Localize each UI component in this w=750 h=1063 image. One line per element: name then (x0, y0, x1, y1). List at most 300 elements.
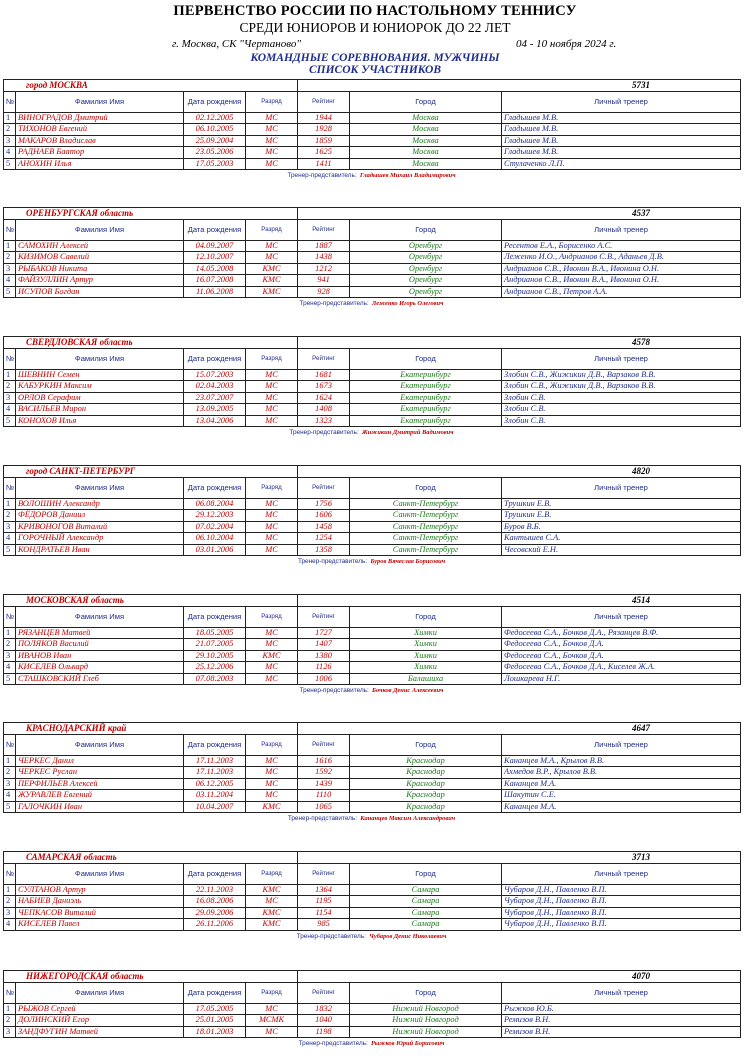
region-name: КРАСНОДАРСКИЙ край (4, 723, 298, 735)
player-name: ЧЕРКЕС Руслан (16, 767, 184, 779)
player-number: 4 (4, 404, 16, 416)
player-name: РЫБАКОВ Никита (16, 263, 184, 275)
col-header-city: Город (350, 219, 502, 240)
region-row (4, 337, 741, 349)
column-header-row (4, 863, 741, 884)
rep-name: Жижикин Дмитрий Вадимович (361, 429, 454, 436)
event-dates: 04 - 10 ноября 2024 г. (516, 38, 617, 50)
player-rating: 1606 (298, 510, 350, 522)
player-coach: Трушкин Е.В. (502, 510, 741, 522)
page-title: ПЕРВЕНСТВО РОССИИ ПО НАСТОЛЬНОМУ ТЕННИСУ (173, 3, 577, 19)
team-points: 4647 (298, 723, 741, 735)
player-rank: КМС (246, 650, 298, 662)
col-header-name: Фамилия Имя (16, 734, 184, 755)
player-number: 2 (4, 1015, 16, 1027)
region-name: город МОСКВА (4, 80, 298, 92)
player-name: КОНОХОВ Илья (16, 415, 184, 427)
team-table (3, 722, 741, 813)
col-header-name: Фамилия Имя (16, 863, 184, 884)
team-representative (3, 556, 740, 567)
player-rank: МС (246, 124, 298, 136)
player-dob: 06.12.2005 (184, 778, 246, 790)
player-number: 3 (4, 1026, 16, 1038)
region-row (4, 80, 741, 92)
player-name: ЧЕРКЕС Данил (16, 755, 184, 767)
team-points: 5731 (298, 80, 741, 92)
player-number: 5 (4, 415, 16, 427)
col-header-coach: Личный тренер (502, 219, 741, 240)
team-table (3, 594, 741, 685)
player-row (4, 639, 741, 651)
rep-name: Бочков Денис Алексеевич (372, 687, 444, 694)
rep-name: Гладышев Михаил Владимирович (359, 172, 456, 179)
team-block (3, 336, 740, 438)
player-coach: Андрианов С.В., Ивонин В.А., Ивонина О.Н. (502, 263, 741, 275)
column-header-row (4, 606, 741, 627)
col-header-rank: Разряд (246, 348, 298, 369)
team-representative (3, 931, 740, 942)
player-rank: МС (246, 533, 298, 545)
player-row (4, 884, 741, 896)
col-header-rank: Разряд (246, 863, 298, 884)
player-number: 1 (4, 1003, 16, 1015)
player-coach: Кантышев С.А. (502, 533, 741, 545)
player-dob: 11.06.2008 (184, 286, 246, 298)
player-rank: МС (246, 135, 298, 147)
region-row (4, 208, 741, 220)
player-number: 1 (4, 498, 16, 510)
region-row (4, 852, 741, 864)
player-name: ЖУРАВЛЕВ Евгений (16, 790, 184, 802)
col-header-num: № (4, 91, 16, 112)
player-city: Самара (350, 907, 502, 919)
player-city: Самара (350, 884, 502, 896)
player-rank: МС (246, 498, 298, 510)
player-city: Химки (350, 627, 502, 639)
player-city: Москва (350, 112, 502, 124)
player-name: ИСУПОВ Богдан (16, 286, 184, 298)
col-header-name: Фамилия Имя (16, 477, 184, 498)
player-number: 4 (4, 790, 16, 802)
player-number: 5 (4, 544, 16, 556)
player-coach: Кананцев М.А. (502, 778, 741, 790)
player-number: 5 (4, 673, 16, 685)
player-coach: Федосеева С.А., Бочков Д.А., Киселев Ж.А. (502, 662, 741, 674)
team-table (3, 207, 741, 298)
player-rating: 1380 (298, 650, 350, 662)
player-name: АНОХИН Илья (16, 158, 184, 170)
player-name: ЗАНДФУГИН Матвей (16, 1026, 184, 1038)
player-rank: КМС (246, 286, 298, 298)
rep-label: Тренер-представитель: (298, 1040, 368, 1047)
player-rating: 1126 (298, 662, 350, 674)
player-number: 3 (4, 907, 16, 919)
player-number: 1 (4, 627, 16, 639)
player-dob: 29.10.2005 (184, 650, 246, 662)
player-number: 3 (4, 135, 16, 147)
col-header-rank: Разряд (246, 982, 298, 1003)
player-name: СТАШКОВСКИЙ Глеб (16, 673, 184, 685)
col-header-city: Город (350, 477, 502, 498)
team-representative (3, 685, 740, 696)
player-city: Балашиха (350, 673, 502, 685)
col-header-coach: Личный тренер (502, 91, 741, 112)
player-coach: Ахмедов В.Р., Крылов В.В. (502, 767, 741, 779)
player-row (4, 662, 741, 674)
player-row (4, 252, 741, 264)
team-block (3, 851, 740, 942)
player-row (4, 790, 741, 802)
player-coach: Федосеева С.А., Бочков Д.А. (502, 639, 741, 651)
player-rating: 1198 (298, 1026, 350, 1038)
col-header-num: № (4, 606, 16, 627)
player-city: Санкт-Петербург (350, 544, 502, 556)
rep-label: Тренер-представитель: (289, 429, 359, 436)
player-dob: 03.01.2006 (184, 544, 246, 556)
player-city: Санкт-Петербург (350, 498, 502, 510)
player-dob: 07.08.2003 (184, 673, 246, 685)
player-number: 2 (4, 252, 16, 264)
team-representative (3, 1038, 740, 1049)
col-header-coach: Личный тренер (502, 606, 741, 627)
player-name: НАБИЕВ Даниэль (16, 896, 184, 908)
column-header-row (4, 982, 741, 1003)
player-city: Краснодар (350, 801, 502, 813)
player-row (4, 627, 741, 639)
player-name: ТИХОНОВ Евгений (16, 124, 184, 136)
team-representative (3, 427, 740, 438)
player-city: Самара (350, 896, 502, 908)
team-block (3, 465, 740, 567)
player-coach: Чесовский Е.Н. (502, 544, 741, 556)
player-coach: Федосеева С.А., Бочков Д.А. (502, 650, 741, 662)
player-rating: 928 (298, 286, 350, 298)
player-number: 2 (4, 896, 16, 908)
player-name: ПЕРФИЛЬЕВ Алексей (16, 778, 184, 790)
col-header-rating: Рейтинг (298, 91, 350, 112)
player-rank: МС (246, 252, 298, 264)
player-rank: МС (246, 1003, 298, 1015)
player-dob: 12.10.2007 (184, 252, 246, 264)
region-row (4, 723, 741, 735)
player-dob: 25.01.2005 (184, 1015, 246, 1027)
player-coach: Буров В.Б. (502, 521, 741, 533)
team-block (3, 594, 740, 696)
player-dob: 18.01.2003 (184, 1026, 246, 1038)
player-rating: 1673 (298, 381, 350, 393)
player-rank: КМС (246, 884, 298, 896)
player-coach: Злобин С.В. (502, 404, 741, 416)
team-points: 3713 (298, 852, 741, 864)
player-rank: КМС (246, 907, 298, 919)
player-coach: Злобин С.В., Жижикин Д.В., Варзаков В.В. (502, 381, 741, 393)
col-header-rank: Разряд (246, 606, 298, 627)
player-name: ПОЛЯКОВ Василий (16, 639, 184, 651)
player-dob: 13.04.2006 (184, 415, 246, 427)
player-city: Нижний Новгород (350, 1003, 502, 1015)
player-row (4, 381, 741, 393)
player-row (4, 158, 741, 170)
player-rank: МС (246, 755, 298, 767)
rep-name: Кананцев Максим Александрович (360, 815, 456, 822)
region-name: город САНКТ-ПЕТЕРБУРГ (4, 466, 298, 478)
col-header-dob: Дата рождения (184, 91, 246, 112)
col-header-num: № (4, 477, 16, 498)
player-name: ДОЛИНСКИЙ Егор (16, 1015, 184, 1027)
col-header-coach: Личный тренер (502, 734, 741, 755)
team-table (3, 336, 741, 427)
player-coach: Кананцев М.А. (502, 801, 741, 813)
player-dob: 23.05.2006 (184, 147, 246, 159)
player-row (4, 147, 741, 159)
player-city: Химки (350, 650, 502, 662)
player-rating: 1727 (298, 627, 350, 639)
column-header-row (4, 348, 741, 369)
player-rating: 1944 (298, 112, 350, 124)
player-number: 3 (4, 263, 16, 275)
player-rank: МС (246, 147, 298, 159)
col-header-city: Город (350, 863, 502, 884)
player-rating: 1154 (298, 907, 350, 919)
player-city: Краснодар (350, 767, 502, 779)
player-rating: 1624 (298, 392, 350, 404)
player-city: Екатеринбург (350, 369, 502, 381)
col-header-coach: Личный тренер (502, 982, 741, 1003)
player-coach: Ресентов Е.А., Борисенко А.С. (502, 240, 741, 252)
player-dob: 22.11.2003 (184, 884, 246, 896)
player-rank: МС (246, 662, 298, 674)
col-header-city: Город (350, 982, 502, 1003)
player-dob: 02.04.2003 (184, 381, 246, 393)
player-row (4, 896, 741, 908)
player-coach: Гладышев М.В. (502, 124, 741, 136)
player-row (4, 533, 741, 545)
player-name: МАКАРОВ Владислав (16, 135, 184, 147)
player-city: Оренбург (350, 252, 502, 264)
player-number: 4 (4, 919, 16, 931)
player-number: 2 (4, 767, 16, 779)
player-number: 2 (4, 124, 16, 136)
col-header-dob: Дата рождения (184, 219, 246, 240)
rep-label: Тренер-представитель: (299, 300, 369, 307)
player-name: РЯЗАНЦЕВ Матвей (16, 627, 184, 639)
player-rating: 1458 (298, 521, 350, 533)
player-row (4, 263, 741, 275)
rep-label: Тренер-представитель: (299, 687, 369, 694)
player-row (4, 112, 741, 124)
player-rating: 1625 (298, 147, 350, 159)
region-name: ОРЕНБУРГСКАЯ область (4, 208, 298, 220)
player-number: 5 (4, 801, 16, 813)
player-rank: МС (246, 240, 298, 252)
player-name: ФЁДОРОВ Даниил (16, 510, 184, 522)
player-rank: КМС (246, 263, 298, 275)
region-row (4, 595, 741, 607)
player-row (4, 544, 741, 556)
player-coach: Ремизов В.Н. (502, 1026, 741, 1038)
player-city: Екатеринбург (350, 415, 502, 427)
player-row (4, 415, 741, 427)
player-rating: 1040 (298, 1015, 350, 1027)
player-coach: Гладышев М.В. (502, 147, 741, 159)
player-city: Москва (350, 158, 502, 170)
player-rating: 1756 (298, 498, 350, 510)
player-name: ОРЛОВ Серафим (16, 392, 184, 404)
player-coach: Стулаченко Л.П. (502, 158, 741, 170)
team-points: 4537 (298, 208, 741, 220)
player-coach: Андрианов С.В., Ивонин В.А., Ивонина О.Н. (502, 275, 741, 287)
player-rank: МС (246, 158, 298, 170)
player-rating: 1411 (298, 158, 350, 170)
player-rank: МС (246, 381, 298, 393)
column-header-row (4, 219, 741, 240)
player-row (4, 275, 741, 287)
player-dob: 03.11.2004 (184, 790, 246, 802)
player-number: 2 (4, 510, 16, 522)
col-header-coach: Личный тренер (502, 348, 741, 369)
player-row (4, 755, 741, 767)
player-name: ВАСИЛЬЕВ Мирон (16, 404, 184, 416)
player-rating: 1195 (298, 896, 350, 908)
player-rank: МС (246, 767, 298, 779)
player-name: КОНДРАТЬЕВ Иван (16, 544, 184, 556)
player-name: ИВАНОВ Иван (16, 650, 184, 662)
col-header-dob: Дата рождения (184, 982, 246, 1003)
player-rating: 1254 (298, 533, 350, 545)
region-name: СВЕРДЛОВСКАЯ область (4, 337, 298, 349)
rep-name: Чубаров Денис Николаевич (369, 932, 447, 940)
player-dob: 29.09.2006 (184, 907, 246, 919)
player-row (4, 286, 741, 298)
player-dob: 06.08.2004 (184, 498, 246, 510)
player-row (4, 369, 741, 381)
col-header-rating: Рейтинг (298, 606, 350, 627)
player-name: КАБУРКИН Максим (16, 381, 184, 393)
player-row (4, 510, 741, 522)
player-coach: Злобин С.В. (502, 415, 741, 427)
column-header-row (4, 477, 741, 498)
player-coach: Трушкин Е.В. (502, 498, 741, 510)
player-coach: Шакутин С.Е. (502, 790, 741, 802)
player-dob: 26.11.2006 (184, 919, 246, 931)
player-rank: МС (246, 521, 298, 533)
player-city: Санкт-Петербург (350, 521, 502, 533)
column-header-row (4, 734, 741, 755)
player-dob: 06.10.2005 (184, 124, 246, 136)
col-header-dob: Дата рождения (184, 348, 246, 369)
player-row (4, 392, 741, 404)
col-header-dob: Дата рождения (184, 477, 246, 498)
player-name: РЫЖОВ Сергей (16, 1003, 184, 1015)
player-city: Санкт-Петербург (350, 510, 502, 522)
rep-label: Тренер-представитель: (297, 558, 368, 565)
rep-label: Тренер-представитель: (287, 815, 358, 822)
col-header-city: Город (350, 606, 502, 627)
player-rating: 1616 (298, 755, 350, 767)
team-block (3, 207, 740, 309)
player-coach: Лошкарева Н.Г. (502, 673, 741, 685)
player-rank: МС (246, 627, 298, 639)
player-row (4, 404, 741, 416)
player-rank: МС (246, 544, 298, 556)
player-number: 1 (4, 112, 16, 124)
player-rank: МС (246, 112, 298, 124)
player-rank: КМС (246, 919, 298, 931)
player-rank: МС (246, 639, 298, 651)
col-header-dob: Дата рождения (184, 863, 246, 884)
player-city: Оренбург (350, 286, 502, 298)
col-header-city: Город (350, 348, 502, 369)
player-rating: 1681 (298, 369, 350, 381)
player-row (4, 1015, 741, 1027)
player-city: Краснодар (350, 778, 502, 790)
player-rank: МС (246, 510, 298, 522)
player-number: 4 (4, 662, 16, 674)
player-dob: 17.05.2003 (184, 158, 246, 170)
player-city: Москва (350, 147, 502, 159)
player-row (4, 907, 741, 919)
player-rating: 1364 (298, 884, 350, 896)
rep-name: Буров Вячеслав Борисович (370, 558, 446, 565)
player-dob: 16.07.2008 (184, 275, 246, 287)
player-rating: 1323 (298, 415, 350, 427)
team-points: 4820 (298, 466, 741, 478)
player-coach: Кананцев М.А., Крылов В.В. (502, 755, 741, 767)
col-header-num: № (4, 863, 16, 884)
player-number: 4 (4, 147, 16, 159)
player-name: ГАЛОЧКИН Иван (16, 801, 184, 813)
col-header-city: Город (350, 91, 502, 112)
player-rank: МС (246, 896, 298, 908)
player-number: 4 (4, 275, 16, 287)
column-header-row (4, 91, 741, 112)
player-rating: 1438 (298, 252, 350, 264)
col-header-num: № (4, 982, 16, 1003)
player-city: Нижний Новгород (350, 1026, 502, 1038)
player-name: ВОЛОШИН Александр (16, 498, 184, 510)
player-rank: КМС (246, 801, 298, 813)
player-row (4, 778, 741, 790)
col-header-num: № (4, 348, 16, 369)
venue: г. Москва, СК "Чертаново" (172, 38, 301, 50)
player-dob: 14.05.2008 (184, 263, 246, 275)
player-number: 1 (4, 884, 16, 896)
player-rank: МС (246, 392, 298, 404)
col-header-rank: Разряд (246, 91, 298, 112)
player-number: 3 (4, 392, 16, 404)
player-rank: МС (246, 1026, 298, 1038)
player-city: Оренбург (350, 275, 502, 287)
col-header-dob: Дата рождения (184, 606, 246, 627)
player-number: 3 (4, 650, 16, 662)
player-name: ВИНОГРАДОВ Дмитрий (16, 112, 184, 124)
player-dob: 17.05.2005 (184, 1003, 246, 1015)
player-rating: 1832 (298, 1003, 350, 1015)
player-coach: Федосеева С.А., Бочков Д.А., Рязанцев В.Ф. (502, 627, 741, 639)
player-rating: 1407 (298, 639, 350, 651)
player-name: КИСЕЛЕВ Павел (16, 919, 184, 931)
col-header-rank: Разряд (246, 219, 298, 240)
player-number: 3 (4, 521, 16, 533)
player-row (4, 521, 741, 533)
player-dob: 02.12.2005 (184, 112, 246, 124)
player-name: ФАЙЗУЛЛИН Артур (16, 275, 184, 287)
player-coach: Чубаров Д.Н., Павленко В.П. (502, 907, 741, 919)
team-representative (3, 170, 740, 181)
player-row (4, 240, 741, 252)
player-number: 3 (4, 778, 16, 790)
col-header-coach: Личный тренер (502, 863, 741, 884)
